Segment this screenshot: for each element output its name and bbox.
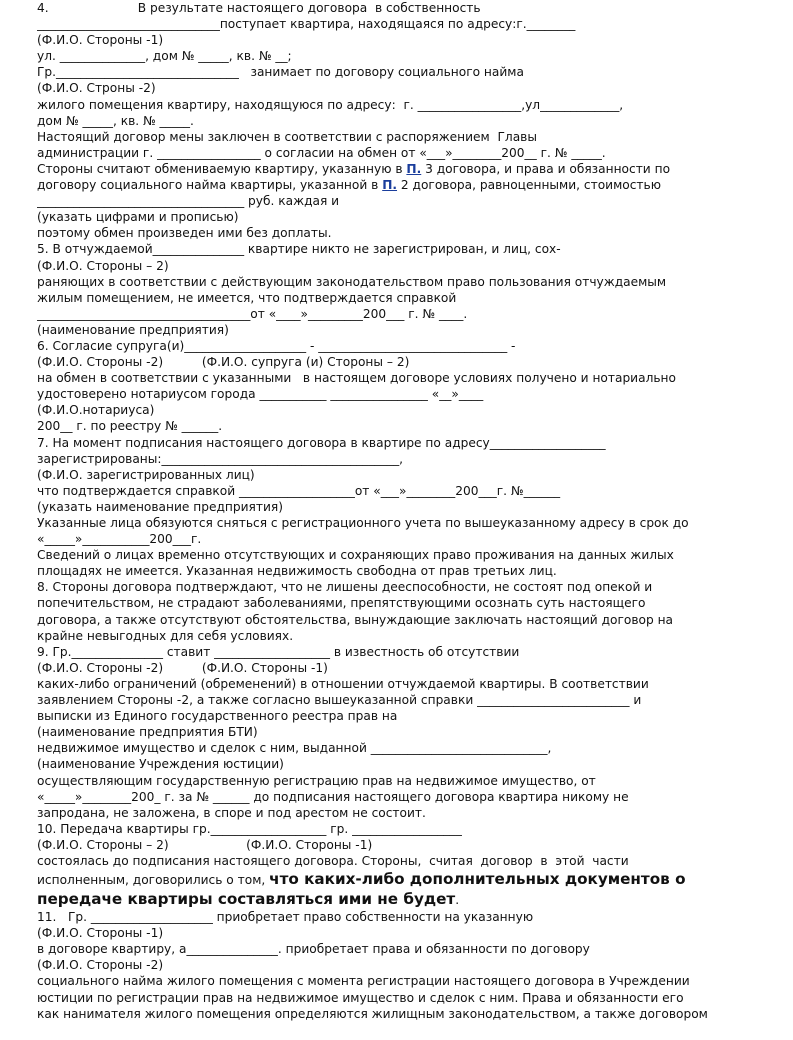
text-line: жилым помещением, не имеется, что подтверждается справкой <box>37 290 457 305</box>
text-line: поэтому обмен произведен ими без доплаты. <box>37 226 332 241</box>
text-line: 11. Гр. ____________________ приобретает право собственности на указанную <box>37 910 534 925</box>
text-line: (Ф.И.О. Строны -2) <box>37 81 156 96</box>
text-line: «_____»________200_ г. за № ______ до подписания настоящего договора квартира никому не <box>37 789 629 804</box>
text-line: социального найма жилого помещения с момента регистрации настоящего договора в Учреждении <box>37 974 690 989</box>
text-line: площадях не имеется. Указанная недвижимость свободна от прав третьих лиц. <box>37 564 557 579</box>
text-line: (Ф.И.О. Стороны -1) <box>37 926 164 941</box>
text-line: недвижимое имущество и сделок с ним, выданной _____________________________, <box>37 741 552 756</box>
text-line: 10. Передача квартиры гр.___________________ гр. __________________ <box>37 821 462 836</box>
text-line: (указать цифрами и прописью) <box>37 210 239 225</box>
text-line: договора, а также отсутствуют обстоятельства, вынуждающие заключать настоящий договор на <box>37 612 674 627</box>
text-line: осуществляющим государственную регистрацию прав на недвижимое имущество, от <box>37 773 596 788</box>
text-line: (Ф.И.О. Стороны -2) (Ф.И.О. супруга (и) Стороны – 2) <box>37 355 410 370</box>
text-line: (наименование Учреждения юстиции) <box>37 757 284 772</box>
text-line: (Ф.И.О. Стороны -2) (Ф.И.О. Стороны -1) <box>37 660 328 675</box>
text-line: ______________________________поступает квартира, находящаяся по адресу:г.________ <box>37 17 576 32</box>
text-line: администрации г. _________________ о согласии на обмен от «___»________200__ г. № _____. <box>37 145 606 160</box>
text-line: Сведений о лицах временно отсутствующих и сохраняющих право проживания на данных жилых <box>37 548 674 563</box>
text-line: (Ф.И.О. Стороны – 2) (Ф.И.О. Стороны -1) <box>37 837 373 852</box>
text-line: (Ф.И.О. зарегистрированных лиц) <box>37 467 255 482</box>
text-fragment: договору социального найма квартиры, указанной в <box>37 178 383 193</box>
text-line: жилого помещения квартиру, находящуюся по адресу: г. _________________,ул_____________, <box>37 97 624 112</box>
text-line <box>37 161 757 177</box>
text-line: Гр.______________________________ занимает по договору социального найма <box>37 65 524 80</box>
text-line: Указанные лица обязуются сняться с регистрационного учета по вышеуказанному адресу в срок до <box>37 516 689 530</box>
text-line: юстиции по регистрации прав на недвижимое имущество и сделок с ним. Права и обязанности его <box>37 990 684 1005</box>
text-line: __________________________________ руб. каждая и <box>37 194 340 209</box>
text-line: зарегистрированы:_______________________________________, <box>37 451 404 466</box>
text-line: 9. Гр._______________ ставит ___________________ в известность об отсутствии <box>37 644 520 659</box>
text-line: 7. На момент подписания настоящего договора в квартире по адресу___________________ <box>37 435 606 450</box>
text-line: заявлением Стороны -2, а также согласно вышеуказанной справки _________________________ и <box>37 693 642 708</box>
text-line: на обмен в соответствии с указанными в настоящем договоре условиях получено и нотариально <box>37 371 676 386</box>
text-line: (указать наименование предприятия) <box>37 499 283 514</box>
text-line: (наименование предприятия) <box>37 322 229 337</box>
text-fragment: 2 договора, равноценными, стоимостью <box>397 178 661 193</box>
text-line: (Ф.И.О. Стороны – 2) <box>37 258 169 273</box>
text-line: ___________________________________от «____»_________200___ г. № ____. <box>37 306 468 321</box>
text-line: крайне невыгодных для себя условиях. <box>37 628 294 643</box>
text-fragment: исполненным, договорились о том, <box>37 873 270 888</box>
text-line <box>37 869 757 889</box>
clause-link[interactable]: П. <box>382 178 398 193</box>
text-fragment: Стороны считают обмениваемую квартиру, указанную в <box>37 161 407 176</box>
text-line: 200__ г. по реестру № ______. <box>37 419 223 434</box>
text-line <box>37 177 757 193</box>
text-line: что подтверждается справкой ___________________от «___»________200___г. №______ <box>37 483 561 498</box>
text-fragment: . <box>455 893 460 908</box>
text-line: (наименование предприятия БТИ) <box>37 725 258 740</box>
text-line: выписки из Единого государственного реестра прав на <box>37 709 398 724</box>
text-line: 5. В отчуждаемой_______________ квартире никто не зарегистрирован, и лиц, сох- <box>37 242 561 257</box>
text-fragment: 3 договора, и права и обязанности по <box>421 161 671 176</box>
emphasis-text: передаче квартиры составляться ими не будет <box>37 890 456 909</box>
text-line: каких-либо ограничений (обременений) в отношении отчуждаемой квартиры. В соответствии <box>37 676 649 691</box>
text-line: попечительством, не страдают заболеваниями, препятствующими осознать суть настоящего <box>37 596 646 611</box>
text-line: как нанимателя жилого помещения определяются жилищным законодательством, а также договором <box>37 1006 708 1021</box>
text-line: 4. В результате настоящего договора в собственность <box>37 1 481 15</box>
text-line: «_____»___________200___г. <box>37 532 202 547</box>
emphasis-text: что каких-либо дополнительных документов о <box>269 870 686 889</box>
text-line: 8. Стороны договора подтверждают, что не лишены дееспособности, не состоят под опекой и <box>37 580 653 595</box>
text-line: (Ф.И.О. Стороны -2) <box>37 958 164 973</box>
text-line: состоялась до подписания настоящего договора. Стороны, считая договор в этой части <box>37 853 629 868</box>
text-line: в договоре квартиру, а_______________. приобретает права и обязанности по договору <box>37 942 590 957</box>
text-line: раняющих в соответствии с действующим законодательством право пользования отчуждаемым <box>37 274 667 289</box>
text-line: 6. Согласие супруга(и)____________________ - _______________________________ - <box>37 338 516 353</box>
text-line: (Ф.И.О. Стороны -1) <box>37 33 164 48</box>
text-line <box>37 889 757 909</box>
text-line: Настоящий договор мены заключен в соответствии с распоряжением Главы <box>37 129 537 144</box>
text-line: ул. ______________, дом № _____, кв. № __; <box>37 49 292 64</box>
text-line: (Ф.И.О.нотариуса) <box>37 403 155 418</box>
text-line: удостоверено нотариусом города ___________ ________________ «__»____ <box>37 387 484 402</box>
text-line: дом № _____, кв. № _____. <box>37 113 194 128</box>
clause-link[interactable]: П. <box>406 161 422 176</box>
text-line: запродана, не заложена, в споре и под арестом не состоит. <box>37 805 426 820</box>
